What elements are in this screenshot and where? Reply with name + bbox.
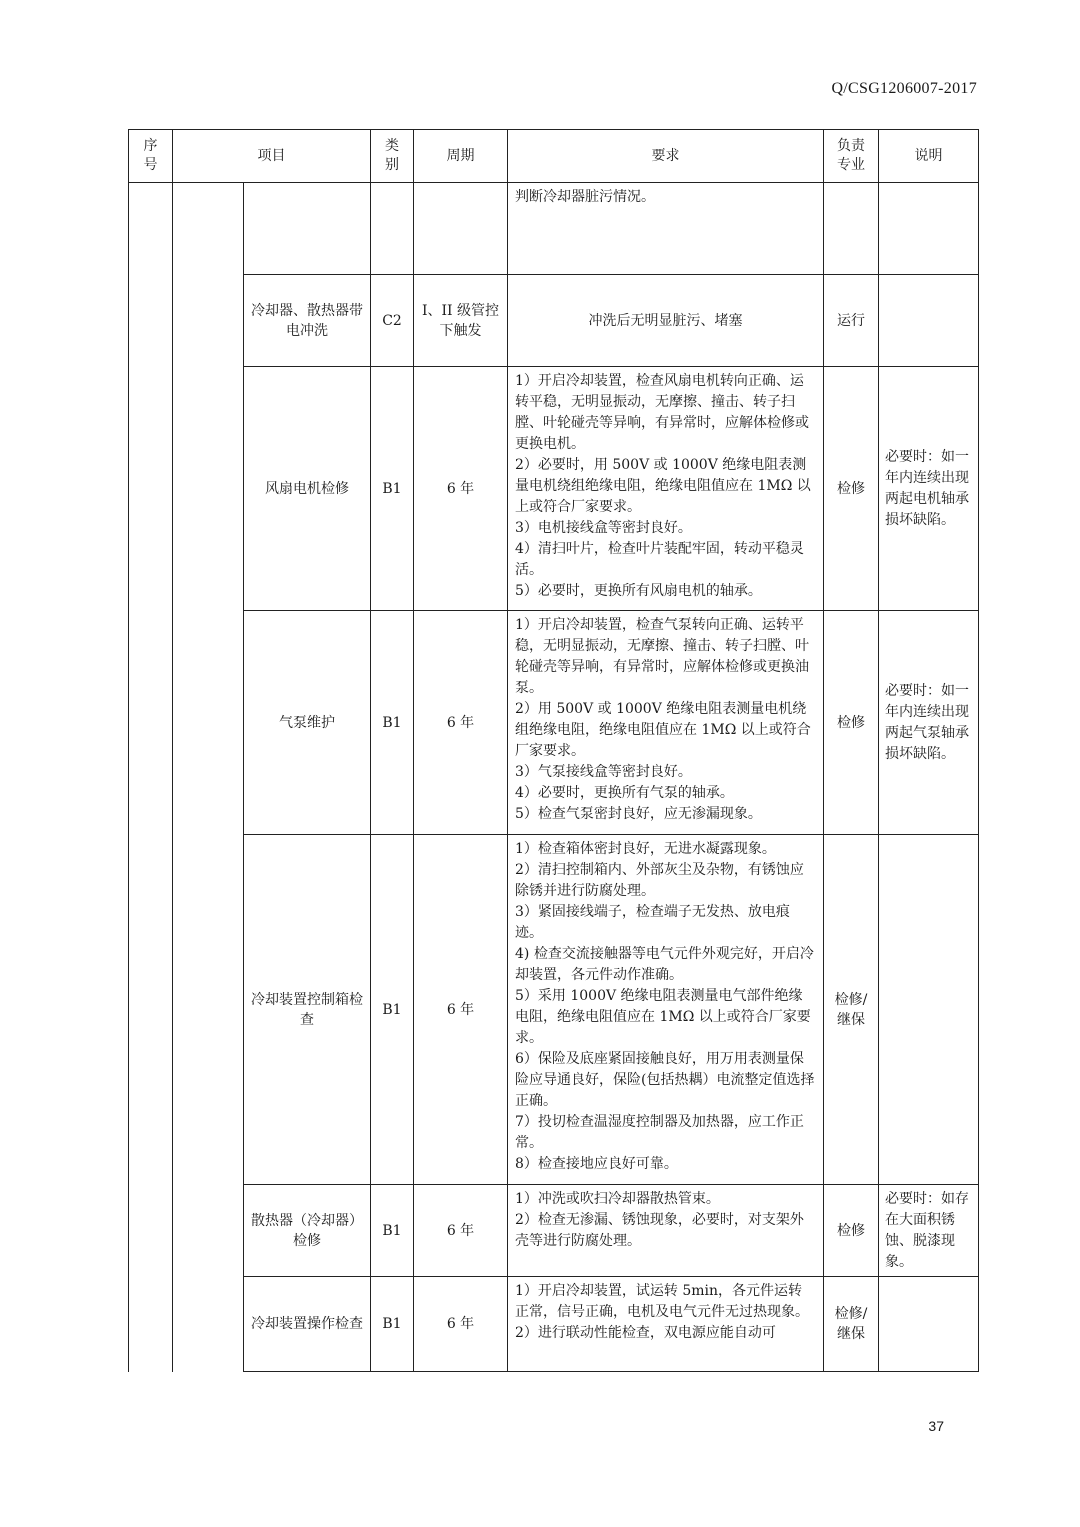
note-cell xyxy=(879,1277,979,1372)
header-period: 周期 xyxy=(414,130,508,183)
requirement-line: 5）必要时，更换所有风扇电机的轴承。 xyxy=(515,583,762,599)
requirement-cell xyxy=(508,275,824,367)
requirement-line: 6）保险及底座紧固接触良好，用万用表测量保险应导通良好，保险(包括热耦）电流整定值选择正确。 xyxy=(515,1051,815,1109)
seq-cell xyxy=(129,183,173,1372)
table-header-row xyxy=(129,130,979,183)
requirement-cell xyxy=(508,611,824,835)
requirement-line: 2）检查无渗漏、锈蚀现象，必要时，对支架外壳等进行防腐处理。 xyxy=(515,1212,804,1249)
item-cell xyxy=(244,183,371,275)
category-cell: B1 xyxy=(371,1185,414,1277)
requirement-line: 1）开启冷却装置，检查气泵转向正确、运转平稳，无明显振动，无摩擦、撞击、转子扫膛、叶轮碰壳等异响，有异常时，应解体检修或更换油泵。 xyxy=(515,617,809,696)
category-cell xyxy=(371,183,414,275)
parent-item-cell xyxy=(173,183,244,1372)
item-cell: 冷却器、散热器带电冲洗 xyxy=(244,275,371,367)
requirement-line: 4）清扫叶片，检查叶片装配牢固，转动平稳灵活。 xyxy=(515,541,804,578)
responsible-cell: 检修 xyxy=(824,611,879,835)
requirement-cell xyxy=(508,835,824,1185)
item-cell: 散热器（冷却器）检修 xyxy=(244,1185,371,1277)
requirement-line: 3）电机接线盒等密封良好。 xyxy=(515,520,692,536)
document-code: Q/CSG1206007-2017 xyxy=(831,80,977,97)
table-row xyxy=(129,835,979,1185)
period-cell: 6 年 xyxy=(414,1185,508,1277)
requirement-cell xyxy=(508,367,824,611)
requirement-line: 1）检查箱体密封良好，无进水凝露现象。 xyxy=(515,841,776,857)
period-cell: 6 年 xyxy=(414,1277,508,1372)
note-cell: 必要时：如一年内连续出现两起气泵轴承损坏缺陷。 xyxy=(879,611,979,835)
item-cell: 冷却装置控制箱检查 xyxy=(244,835,371,1185)
note-cell: 必要时：如存在大面积锈蚀、脱漆现象。 xyxy=(879,1185,979,1277)
requirement-line: 1）冲洗或吹扫冷却器散热管束。 xyxy=(515,1191,720,1207)
category-cell: B1 xyxy=(371,367,414,611)
item-cell: 冷却装置操作检查 xyxy=(244,1277,371,1372)
period-cell: 6 年 xyxy=(414,611,508,835)
category-cell: B1 xyxy=(371,611,414,835)
requirement-line: 4）必要时，更换所有气泵的轴承。 xyxy=(515,785,734,801)
header-category: 类 别 xyxy=(371,130,414,183)
period-cell: I、II 级管控下触发 xyxy=(414,275,508,367)
requirement-line: 冲洗后无明显脏污、堵塞 xyxy=(588,313,743,329)
requirement-cell xyxy=(508,1185,824,1277)
responsible-cell: 检修/继保 xyxy=(824,835,879,1185)
table-row xyxy=(129,367,979,611)
page-number: 37 xyxy=(928,1418,944,1434)
note-cell: 必要时：如一年内连续出现两起电机轴承损坏缺陷。 xyxy=(879,367,979,611)
maintenance-table xyxy=(128,129,979,1372)
requirement-line: 1）开启冷却装置，检查风扇电机转向正确、运转平稳，无明显振动，无摩擦、撞击、转子扫膛、叶轮碰壳等异响，有异常时，应解体检修或更换电机。 xyxy=(515,373,809,452)
header-note: 说明 xyxy=(879,130,979,183)
category-cell: C2 xyxy=(371,275,414,367)
table-row xyxy=(129,611,979,835)
item-cell: 气泵维护 xyxy=(244,611,371,835)
requirement-cell xyxy=(508,183,824,275)
requirement-line: 1）开启冷却装置，试运转 5min，各元件运转正常，信号正确，电机及电气元件无过热现象。 xyxy=(515,1283,809,1320)
requirement-line: 2）用 500V 或 1000V 绝缘电阻表测量电机绕组绝缘电阻，绝缘电阻值应在 1MΩ 以上或符合厂家要求。 xyxy=(515,701,811,759)
requirement-line: 3）气泵接线盒等密封良好。 xyxy=(515,764,692,780)
header-seq: 序 号 xyxy=(129,130,173,183)
requirement-cell xyxy=(508,1277,824,1372)
period-cell: 6 年 xyxy=(414,835,508,1185)
requirement-line: 2）必要时，用 500V 或 1000V 绝缘电阻表测量电机绕组绝缘电阻，绝缘电阻值应在 1MΩ 以上或符合厂家要求。 xyxy=(515,457,811,515)
responsible-cell: 检修 xyxy=(824,1185,879,1277)
category-cell: B1 xyxy=(371,835,414,1185)
header-requirement: 要求 xyxy=(508,130,824,183)
table-row xyxy=(129,1277,979,1372)
requirement-line: 4) 检查交流接触器等电气元件外观完好，开启冷却装置，各元件动作准确。 xyxy=(515,946,814,983)
requirement-line: 5）检查气泵密封良好，应无渗漏现象。 xyxy=(515,806,762,822)
item-cell: 风扇电机检修 xyxy=(244,367,371,611)
note-cell xyxy=(879,275,979,367)
responsible-cell: 检修 xyxy=(824,367,879,611)
requirement-line: 3）紧固接线端子，检查端子无发热、放电痕迹。 xyxy=(515,904,790,941)
responsible-cell: 运行 xyxy=(824,275,879,367)
note-cell xyxy=(879,835,979,1185)
requirement-line: 2）进行联动性能检查，双电源应能自动可 xyxy=(515,1325,776,1341)
requirement-line: 5）采用 1000V 绝缘电阻表测量电气部件绝缘电阻，绝缘电阻值应在 1MΩ 以上或符合厂家要求。 xyxy=(515,988,811,1046)
period-cell xyxy=(414,183,508,275)
header-item: 项目 xyxy=(173,130,371,183)
category-cell: B1 xyxy=(371,1277,414,1372)
header-responsible: 负责 专业 xyxy=(824,130,879,183)
note-cell xyxy=(879,183,979,275)
table-row xyxy=(129,1185,979,1277)
table-row xyxy=(129,275,979,367)
requirement-line: 判断冷却器脏污情况。 xyxy=(515,189,655,205)
period-cell: 6 年 xyxy=(414,367,508,611)
requirement-line: 8）检查接地应良好可靠。 xyxy=(515,1156,678,1172)
table-row xyxy=(129,183,979,275)
responsible-cell: 检修/继保 xyxy=(824,1277,879,1372)
requirement-line: 7）投切检查温湿度控制器及加热器，应工作正常。 xyxy=(515,1114,804,1151)
requirement-line: 2）清扫控制箱内、外部灰尘及杂物，有锈蚀应除锈并进行防腐处理。 xyxy=(515,862,804,899)
responsible-cell xyxy=(824,183,879,275)
